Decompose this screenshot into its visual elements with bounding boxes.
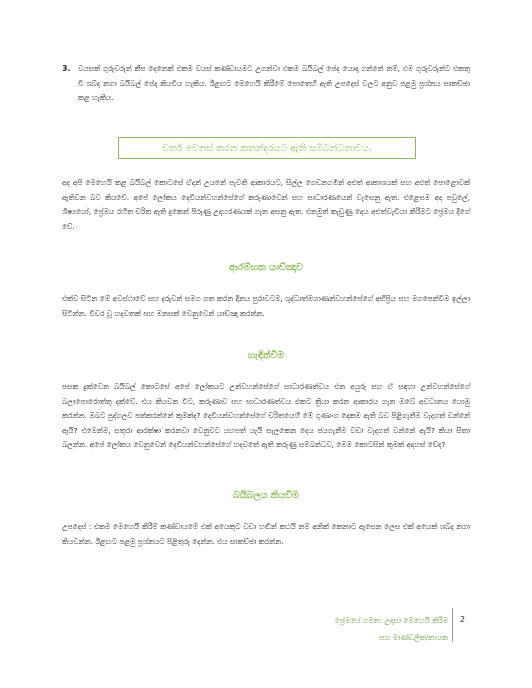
connection-paragraph: අද අපි මෙහෙයි කළ බයිබල් කොටසේ ඒදන් උයනේ පැවති ආකාරයට, සිල්ල ගෙඩනගමින් අළුත් ආකාශයක් සහ අළුත් පොළොවක් ඇතිවන බව කියවේ. අපේ ලෝකය දෙවියන්වහන්සේගේ කරුණාවෙන් සහ සාධාරණයෙන් වැසෙනු ඇත. එළෙසම අද පවුලේ, ශිෂ්‍යයෝ, ප්‍රේමය රහිත චරිත ඇති දුකෙන් පිරුණු උදාහරණයක් ගැන අසනු ඇත. එනමුත් කැඩුණු දෙය අළුත්වැඩියා කිරීමට ප්‍රේමය දිගේ වේ.: [62, 178, 470, 231]
bible-reading-paragraph: උපදෙස් : එකම මෙහෙයි කිරීම් කණ්ඩායමේ එක් අයෙකුට වඩා හඬින් කථයි නම් අනික් කෙනාට ඇසෙන ලෙස එක් අයෙක් ශබ්ද නගා කියවන්න. ඊළඟට පළමු ප්‍රශ්නයට පිළිතුරු දෙන්න. එය සාකච්ඡා කරන්න.: [62, 522, 470, 546]
section-heading-introduction: හැඳින්වීම: [247, 350, 285, 361]
footer-divider: [452, 608, 453, 642]
section-heading-bible-reading: බයිබලය කියවීම: [232, 490, 299, 501]
footer-line-2: සහ මාණ්ඩලික/නායක: [379, 633, 448, 642]
opening-prayer-paragraph: එක්ව සිටින මේ අවස්ථාවේ සහ දරුවන් සමග ගත කරන දිනය පුරාවටම, ශුද්ධාත්මයාණන්වහන්සේගේ අභිප්‍රිය සහ මගපෙන්වීම ඉල්ලා සිටින්න. විවර වූ හදවතක් සහ මනසක් වෙනුවෙන් යාච්ඤා කරන්න.: [62, 294, 470, 318]
footer-line-1: ප්‍රේමයේ ගමන: උදාසා මෙහෙයි කිරීම: [334, 616, 448, 625]
list-number: 3.: [62, 64, 71, 73]
numbered-list-item: [62, 62, 470, 106]
section-heading-opening-prayer: ආරම්භක යාච්ඤාව: [229, 262, 303, 273]
footer-title: [308, 612, 448, 646]
section-heading-connection: වර්ත වෙනස් කරන කතන්දරයට ඇති සම්බන්ධතාවය.: [162, 143, 372, 154]
page-number: 2: [460, 615, 466, 624]
introduction-paragraph: පසක දුක්වෙන බයිබල් කොටසේ අපේ ලෝකයට උන්වහන්සේගේ සාධාරණත්වය එන අයුරු සහ ඒ සඳහා උන්වහන්සේගේ බලාපොරොත්තු දක්වේ. එය කියවන විට, කරුණාව සහ සාධාරණත්වය එකට ක්‍රියා කරන ආකාරය ගැන ඔබේ අවධානය යොමු කරන්න. ඔබට පුද්ගලව පත්කරන්නේ කුමක්ද? දෙවියන්වහන්සේගේ චරිතයෙහි මේ ගුණාංග දෙකම ඇති බව පිළිගැනීම වැදගත් වන්නේ ඇයි? එමෙන්ම, සතුරා ආරක්ෂා කරනවා වෙනුවට යහපත් යැයි සැලකෙන දෙය ජයගැනීම වඩා වැදගත් වන්නේ ඇයි? කියා සිතා බලන්න. අපේ ලෝකය වෙනුවෙන් දෙවියන්වහන්සේගේ හදවතේ ඇති කරුණු සම්බන්ධව, මෙම කොටසින් කුමක් අදහස් වේද?: [62, 382, 470, 449]
section-heading-box: [118, 137, 416, 159]
list-item-text: වයසක් ගුරුවරුන් කීප දෙනෙක් එකම වයස් කණ්ඩායමට උගන්වා එකම බයිබල් පේද යොදා ගන්නේ නම්, එම ගුරුවරුන්ට එකතු වී ශබ්ද නගා බයිබල් පේද කියවිය හැකිය. ඊළඟට මෙහෙයි කිරීමේ පොතෙහි ඇති උපදෙස් වලට අනුව පළමු ප්‍රශ්නය සාකච්ඡා කළ හැකිය.: [78, 64, 470, 102]
